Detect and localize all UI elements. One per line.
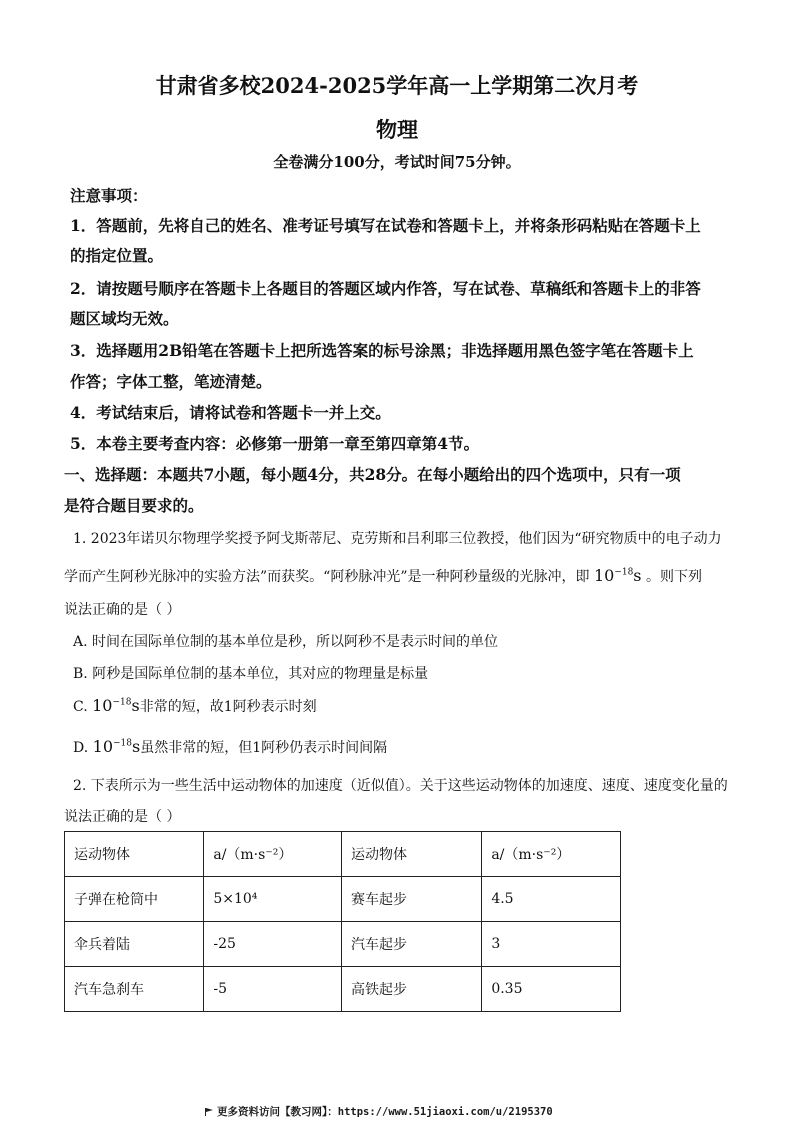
table-cell: -25 [204, 922, 342, 967]
note-2-line-2: 题区域均无效。 [70, 309, 179, 328]
table-cell: 汽车急刹车 [65, 967, 204, 1012]
question-1-text-b: 。则下列 [645, 569, 702, 585]
question-2-line-2: 说法正确的是（ ） [64, 809, 181, 825]
table-header-cell: 运动物体 [65, 832, 204, 877]
table-header-cell: a/（m·s⁻²） [204, 832, 342, 877]
footer-link[interactable] [205, 1104, 553, 1119]
power-expression: $10^{-18}s$ [593, 566, 642, 585]
flag-icon [205, 1107, 213, 1115]
option-a: A. 时间在国际单位制的基本单位是秒，所以阿秒不是表示时间的单位 [73, 634, 499, 650]
note-3-line-2: 作答；字体工整，笔迹清楚。 [70, 372, 272, 391]
subject-heading: 物理 [376, 117, 418, 142]
question-1-text-a: 学而产生阿秒光脉冲的实验方法”而获奖。“阿秒脉冲光”是一种阿秒量级的光脉冲，即 [64, 569, 590, 585]
table-row [65, 922, 621, 967]
table-cell: 5×10⁴ [204, 877, 342, 922]
note-4: 4．考试结束后，请将试卷和答题卡一并上交。 [70, 403, 391, 422]
score-info: 全卷满分100分，考试时间75分钟。 [273, 153, 521, 171]
table-cell: 汽车起步 [341, 922, 481, 967]
note-3-line-1: 3．选择题用2B铅笔在答题卡上把所选答案的标号涂黑；非选择题用黑色签字笔在答题卡上 [70, 341, 694, 360]
acceleration-table [64, 831, 621, 1012]
table-cell: 伞兵着陆 [65, 922, 204, 967]
question-1-line-1: 1. 2023年诺贝尔物理学奖授予阿戈斯蒂尼、克劳斯和吕利耶三位教授，他们因为“研究物质中的电子动力 [73, 531, 722, 547]
section-1-line-2: 是符合题目要求的。 [64, 496, 204, 515]
note-1-line-2: 的指定位置。 [70, 246, 164, 265]
table-header-row [65, 832, 621, 877]
table-cell: -5 [204, 967, 342, 1012]
table-row [65, 877, 621, 922]
table-cell: 赛车起步 [341, 877, 481, 922]
option-d: D. $10^{-18}s$虽然非常的短，但1阿秒仍表示时间间隔 [73, 737, 388, 756]
option-b: B. 阿秒是国际单位制的基本单位，其对应的物理量是标量 [73, 666, 429, 682]
table-row [65, 967, 621, 1012]
table-cell: 子弹在枪筒中 [65, 877, 204, 922]
table-header-cell: a/（m·s⁻²） [482, 832, 621, 877]
table-cell: 4.5 [482, 877, 621, 922]
section-1-line-1: 一、选择题：本题共7小题，每小题4分，共28分。在每小题给出的四个选项中，只有一项 [64, 465, 681, 484]
option-c: C. $10^{-18}s$非常的短，故1阿秒表示时刻 [73, 696, 317, 715]
question-2-line-1: 2. 下表所示为一些生活中运动物体的加速度（近似值）。关于这些运动物体的加速度、速度、速度变化量的 [73, 778, 728, 794]
table-header-cell: 运动物体 [341, 832, 481, 877]
note-2-line-1: 2．请按题号顺序在答题卡上各题目的答题区域内作答，写在试卷、草稿纸和答题卡上的非答 [70, 279, 701, 298]
question-1-line-2 [64, 566, 702, 586]
power-expression: $10^{-18}s$ [92, 696, 140, 715]
exam-title: 甘肃省多校2024-2025学年高一上学期第二次月考 [155, 73, 639, 98]
table-cell: 0.35 [482, 967, 621, 1012]
note-1-line-1: 1．答题前，先将自己的姓名、准考证号填写在试卷和答题卡上，并将条形码粘贴在答题卡上 [70, 216, 701, 235]
question-1-line-3: 说法正确的是（ ） [64, 602, 181, 618]
table-cell: 3 [482, 922, 621, 967]
notes-heading: 注意事项： [70, 186, 148, 205]
power-expression: $10^{-18}s$ [92, 737, 141, 756]
table-cell: 高铁起步 [341, 967, 481, 1012]
note-5: 5．本卷主要考查内容：必修第一册第一章至第四章第4节。 [70, 434, 480, 453]
footer-text: 更多资料访问【教习网】：https://www.51jiaoxi.com/u/2195370 [217, 1106, 553, 1118]
